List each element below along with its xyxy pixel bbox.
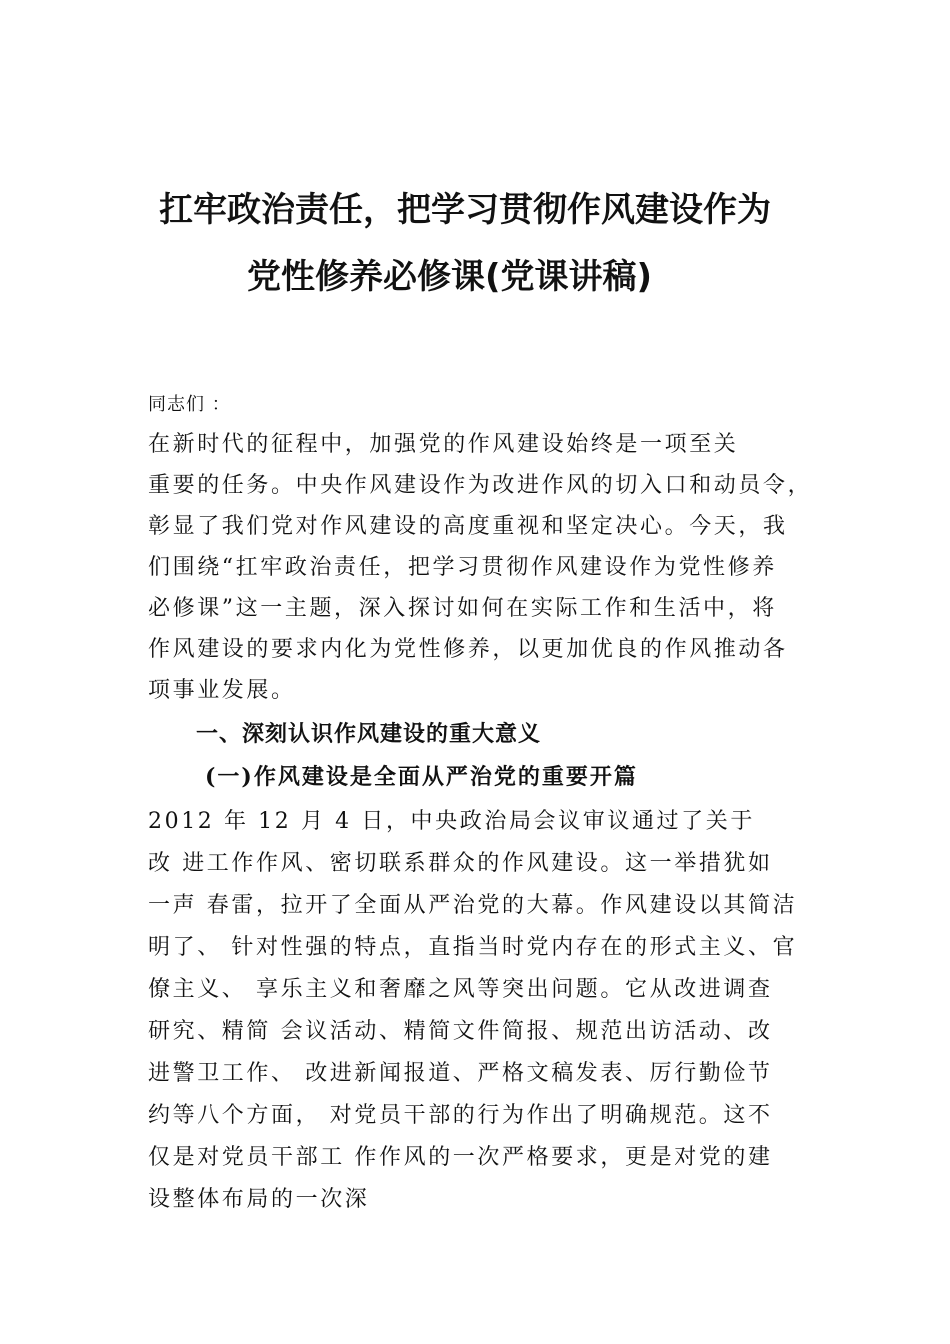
body-line: 改 进工作作风、密切联系群众的作风建设。这一举措犹如 [148,851,773,876]
body-line: 僚主义、 享乐主义和奢靡之风等突出问题。它从改进调查 [148,977,773,1002]
intro-line: 们围绕“扛牢政治责任，把学习贯彻作风建设作为党性修养 [148,555,777,580]
document-title-line-2: 党性修养必修课(党课讲稿) [247,257,653,297]
body-line: 约等八个方面， 对党员干部的行为作出了明确规范。这不 [148,1103,773,1128]
body-line: 2012 年 12 月 4 日，中央政治局会议审议通过了关于 [148,809,755,834]
intro-line: 作风建设的要求内化为党性修养，以更加优良的作风推动各 [148,637,788,662]
section-heading: 一、深刻认识作风建设的重大意义 [196,722,542,747]
intro-line: 重要的任务。中央作风建设作为改进作风的切入口和动员令， [148,473,813,498]
body-line: 研究、精简 会议活动、精简文件简报、规范出访活动、改 [148,1019,773,1044]
body-line: 仅是对党员干部工 作作风的一次严格要求，更是对党的建 [148,1145,773,1170]
subsection-heading: (一)作风建设是全面从严治党的重要开篇 [205,764,638,790]
document-title-line-1: 扛牢政治责任，把学习贯彻作风建设作为 [159,190,771,230]
intro-line: 在新时代的征程中，加强党的作风建设始终是一项至关 [148,432,739,457]
body-line: 进警卫工作、 改进新闻报道、严格文稿发表、厉行勤俭节 [148,1061,773,1086]
intro-line: 项事业发展。 [148,678,296,703]
intro-line: 彰显了我们党对作风建设的高度重视和坚定决心。今天，我 [148,514,788,539]
body-line: 一声 春雷，拉开了全面从严治党的大幕。作风建设以其简洁 [148,893,798,918]
salutation: 同志们 ： [148,394,231,415]
body-line: 明了、 针对性强的特点，直指当时党内存在的形式主义、官 [148,935,798,960]
intro-line: 必修课”这一主题，深入探讨如何在实际工作和生活中，将 [148,596,777,621]
body-line: 设整体布局的一次深 [148,1187,370,1212]
